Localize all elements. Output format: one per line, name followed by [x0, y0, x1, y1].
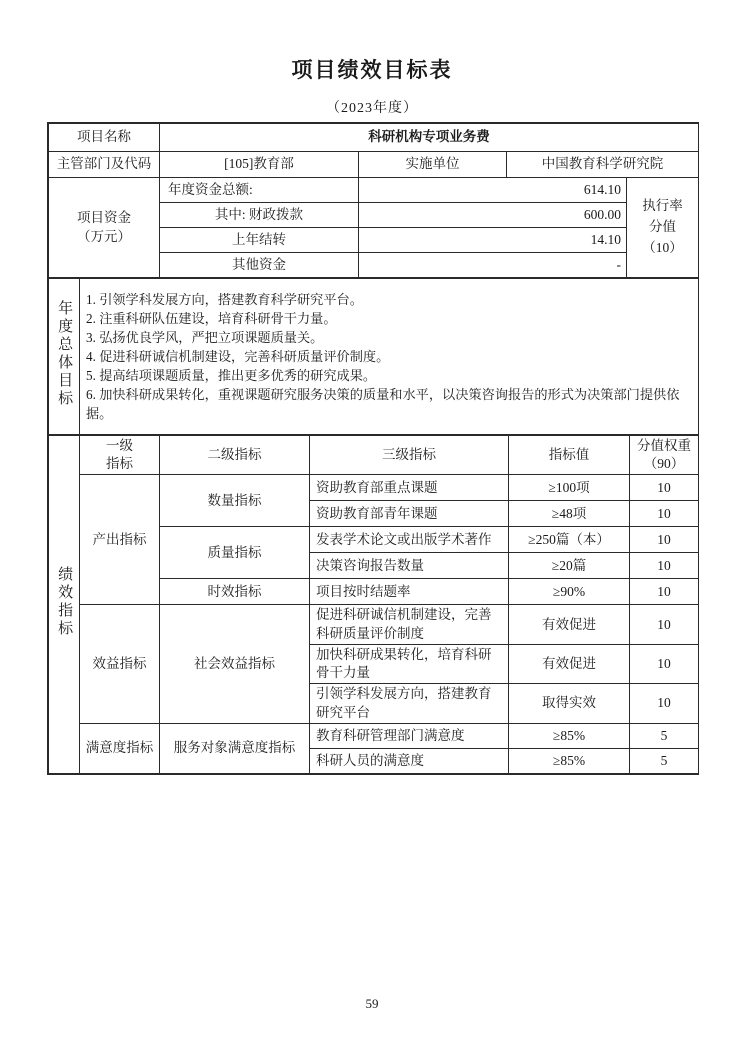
value-cell: ≥85% [509, 748, 630, 773]
level1-cell: 效益指标 [80, 605, 160, 723]
header-weight [630, 436, 699, 475]
annual-goals-table [48, 278, 699, 435]
page-title: 项目绩效目标表 [291, 58, 453, 82]
weight-cell: 10 [630, 579, 699, 605]
level3-cell: 发表学术论文或出版学术著作 [310, 527, 509, 553]
annual-goals-row [49, 279, 699, 435]
indicator-row [49, 605, 699, 644]
value-cell: ≥250篇（本） [509, 527, 630, 553]
goal-item: 5. 提高结项课题质量，推出更多优秀的研究成果。 [86, 368, 377, 383]
level3-cell: 资助教育部重点课题 [310, 475, 509, 501]
level3-cell: 促进科研诚信机制建设，完善科研质量评价制度 [310, 605, 509, 644]
fund-value: 614.10 [359, 178, 627, 203]
fund-value: - [359, 253, 627, 278]
level1-cell: 产出指标 [80, 475, 160, 605]
weight-cell: 10 [630, 644, 699, 683]
level2-cell: 数量指标 [160, 475, 310, 527]
value-cell: ≥48项 [509, 501, 630, 527]
execution-rate-line3: （10） [642, 239, 683, 255]
level3-cell: 资助教育部青年课题 [310, 501, 509, 527]
level3-cell: 科研人员的满意度 [310, 748, 509, 773]
value-cell: 有效促进 [509, 605, 630, 644]
level2-cell: 时效指标 [160, 579, 310, 605]
level3-cell: 项目按时结题率 [310, 579, 509, 605]
level2-cell: 社会效益指标 [160, 605, 310, 723]
header-level1 [80, 436, 160, 475]
dept-row [49, 152, 699, 178]
fund-name: 上年结转 [160, 228, 359, 253]
goal-item: 6. 加快科研成果转化，重视课题研究服务决策的质量和水平，以决策咨询报告的形式为决策部门提供依据。 [86, 387, 680, 421]
dept-code-label: 主管部门及代码 [49, 152, 160, 178]
header-weight-line1: 分值权重 [637, 438, 691, 453]
level2-cell: 质量指标 [160, 527, 310, 579]
impl-unit-value: 中国教育科学研究院 [507, 152, 699, 178]
execution-rate-line2: 分值 [649, 219, 676, 235]
level2-cell: 服务对象满意度指标 [160, 723, 310, 773]
level3-cell: 决策咨询报告数量 [310, 553, 509, 579]
goal-item: 1. 引领学科发展方向，搭建教育科学研究平台。 [86, 292, 363, 307]
page-subtitle: （2023年度） [326, 101, 418, 116]
header-value: 指标值 [509, 436, 630, 475]
goal-item: 3. 弘扬优良学风，严把立项课题质量关。 [86, 330, 324, 345]
project-name-value: 科研机构专项业务费 [160, 124, 699, 152]
value-cell: 有效促进 [509, 644, 630, 683]
indicator-row [49, 723, 699, 748]
fund-row-total [49, 178, 699, 203]
header-level3: 三级指标 [310, 436, 509, 475]
goal-item: 4. 促进科研诚信机制建设，完善科研质量评价制度。 [86, 349, 390, 364]
annual-goals-side-label-text: 年度总体目标 [56, 299, 73, 408]
page-number: 59 [365, 996, 379, 1011]
value-cell: ≥85% [509, 723, 630, 748]
header-weight-line2: （90） [643, 456, 685, 472]
annual-goals-side-label [49, 279, 80, 435]
value-cell: 取得实效 [509, 684, 630, 723]
weight-cell: 10 [630, 475, 699, 501]
impl-unit-label: 实施单位 [359, 152, 507, 178]
weight-cell: 10 [630, 553, 699, 579]
weight-cell: 10 [630, 501, 699, 527]
header-level1-line2: 指标 [106, 456, 133, 472]
fund-name: 其他资金 [160, 253, 359, 278]
level3-cell: 引领学科发展方向，搭建教育研究平台 [310, 684, 509, 723]
indicators-header-row [49, 436, 699, 475]
funds-label [49, 178, 160, 278]
fund-name: 其中: 财政拨款 [160, 203, 359, 228]
indicators-side-label [49, 436, 80, 774]
performance-target-table [47, 122, 699, 775]
execution-rate-label [627, 178, 699, 278]
indicator-row [49, 475, 699, 501]
weight-cell: 5 [630, 748, 699, 773]
annual-goals-content [80, 279, 699, 435]
level3-cell: 教育科研管理部门满意度 [310, 723, 509, 748]
value-cell: ≥100项 [509, 475, 630, 501]
header-level2: 二级指标 [160, 436, 310, 475]
info-funds-table [48, 123, 699, 278]
fund-value: 14.10 [359, 228, 627, 253]
execution-rate-line1: 执行率 [642, 198, 683, 214]
fund-value: 600.00 [359, 203, 627, 228]
level1-cell: 满意度指标 [80, 723, 160, 773]
indicators-side-label-text: 绩效指标 [56, 565, 73, 638]
indicators-table [48, 435, 699, 774]
fund-name: 年度资金总额: [160, 178, 359, 203]
dept-code-value: [105]教育部 [160, 152, 359, 178]
value-cell: ≥90% [509, 579, 630, 605]
value-cell: ≥20篇 [509, 553, 630, 579]
level3-cell: 加快科研成果转化，培育科研骨干力量 [310, 644, 509, 683]
funds-label-line1: 项目资金 [77, 210, 131, 226]
weight-cell: 10 [630, 527, 699, 553]
funds-label-line2: （万元） [77, 228, 131, 244]
weight-cell: 5 [630, 723, 699, 748]
weight-cell: 10 [630, 684, 699, 723]
goal-item: 2. 注重科研队伍建设，培育科研骨干力量。 [86, 311, 337, 326]
weight-cell: 10 [630, 605, 699, 644]
project-name-row [49, 124, 699, 152]
project-name-label: 项目名称 [49, 124, 160, 152]
header-level1-line1: 一级 [106, 438, 133, 453]
